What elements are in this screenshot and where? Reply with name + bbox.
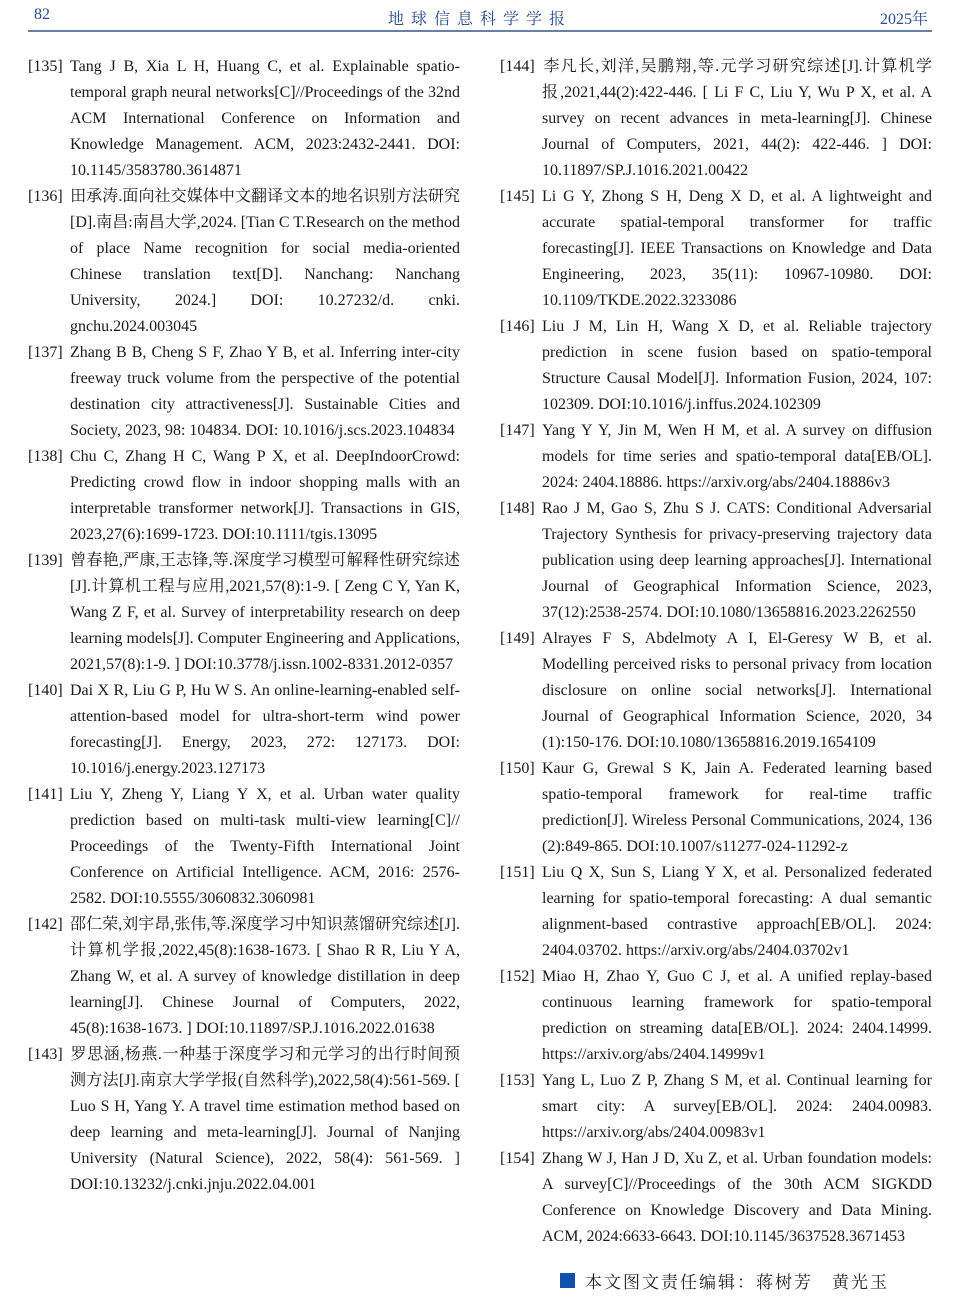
reference-text: 罗思涵,杨燕.一种基于深度学习和元学习的出行时间预测方法[J].南京大学学报(自然科学),2022,58(4):561-569. [ Luo S H, Yang Y. A travel time estimation method based on deep learning and meta-learning[J]. Journal of Nanjing University (Natural Science), 2022, 58(4): 561-569. ] DOI:10.13232/j.cnki.jnju.2022.04.001 bbox=[70, 1046, 460, 1193]
reference-text: 李凡长,刘洋,吴鹏翔,等.元学习研究综述[J].计算机学报,2021,44(2):422-446. [ Li F C, Liu Y, Wu P X, et al. A survey on recent advances in meta-learning[J]. Chinese Journal of Computers, 2021, 44(2): 422-446. ] DOI: 10.11897/SP.J.1016.2021.00422 bbox=[542, 58, 932, 179]
reference-label: [142] bbox=[28, 916, 63, 933]
reference-text: Liu J M, Lin H, Wang X D, et al. Reliable trajectory prediction in scene fusion based on spatio-temporal Structure Causal Model[J]. Information Fusion, 2024, 107: 102309. DOI:10.1016/j.inffus.2024.102309 bbox=[542, 318, 932, 413]
reference-item bbox=[500, 626, 932, 756]
reference-label: [138] bbox=[28, 448, 63, 465]
reference-text: Tang J B, Xia L H, Huang C, et al. Explainable spatio-temporal graph neural networks[C]//Proceedings of the 32nd ACM International Conference on Information and Knowledge Management. ACM, 2023:2432-2441. DOI: 10.1145/3583780.3614871 bbox=[70, 58, 460, 179]
reference-item bbox=[28, 678, 460, 782]
reference-label: [147] bbox=[500, 422, 535, 439]
reference-label: [152] bbox=[500, 968, 535, 985]
reference-label: [154] bbox=[500, 1150, 535, 1167]
reference-item bbox=[500, 314, 932, 418]
reference-label: [141] bbox=[28, 786, 63, 803]
editor-footer bbox=[560, 1268, 889, 1293]
references-right-column bbox=[500, 54, 932, 1250]
reference-text: Chu C, Zhang H C, Wang P X, et al. DeepIndoorCrowd: Predicting crowd flow in indoor shopping malls with an interpretable transformer network[J]. Transactions in GIS, 2023,27(6):1699-1723. DOI:10.1111/tgis.13095 bbox=[70, 448, 460, 543]
reference-item bbox=[500, 756, 932, 860]
reference-item bbox=[28, 1042, 460, 1198]
reference-text: Zhang W J, Han J D, Xu Z, et al. Urban foundation models: A survey[C]//Proceedings of the 30th ACM SIGKDD Conference on Knowledge Discovery and Data Mining. ACM, 2024:6633-6643. DOI:10.1145/3637528.3671453 bbox=[542, 1150, 932, 1245]
reference-item bbox=[500, 418, 932, 496]
reference-label: [153] bbox=[500, 1072, 535, 1089]
running-header bbox=[28, 4, 932, 30]
reference-label: [151] bbox=[500, 864, 535, 881]
reference-label: [135] bbox=[28, 58, 63, 75]
reference-text: Dai X R, Liu G P, Hu W S. An online-learning-enabled self-attention-based model for ultra-short-term wind power forecasting[J]. Energy, 2023, 272: 127173. DOI: 10.1016/j.energy.2023.127173 bbox=[70, 682, 460, 777]
reference-text: Miao H, Zhao Y, Guo C J, et al. A unified replay-based continuous learning framework for spatio-temporal prediction on streaming data[EB/OL]. 2024: 2404.14999. https://arxiv.org/abs/2404.14999v1 bbox=[542, 968, 932, 1063]
reference-item bbox=[500, 860, 932, 964]
square-marker-icon bbox=[560, 1273, 575, 1288]
reference-item bbox=[500, 496, 932, 626]
year: 2025年 bbox=[879, 11, 928, 28]
reference-text: Yang Y Y, Jin M, Wen H M, et al. A survey on diffusion models for time series and spatio-temporal data[EB/OL]. 2024: 2404.18886. https://arxiv.org/abs/2404.18886v3 bbox=[542, 422, 932, 491]
reference-label: [148] bbox=[500, 500, 535, 517]
reference-label: [146] bbox=[500, 318, 535, 335]
page-number: 82 bbox=[34, 6, 50, 23]
reference-text: Kaur G, Grewal S K, Jain A. Federated learning based spatio-temporal framework for real-time traffic prediction[J]. Wireless Personal Communications, 2024, 136 (2):849-865. DOI:10.1007/s11277-024-11292-z bbox=[542, 760, 932, 855]
reference-item bbox=[28, 444, 460, 548]
reference-item bbox=[28, 912, 460, 1042]
reference-item bbox=[500, 184, 932, 314]
header-rule bbox=[28, 30, 932, 32]
reference-item bbox=[28, 548, 460, 678]
reference-item bbox=[500, 1146, 932, 1250]
reference-label: [136] bbox=[28, 188, 63, 205]
reference-label: [143] bbox=[28, 1046, 63, 1063]
reference-label: [140] bbox=[28, 682, 63, 699]
reference-text: Liu Y, Zheng Y, Liang Y X, et al. Urban water quality prediction based on multi-task multi-view learning[C]// Proceedings of the Twenty-Fifth International Joint Conference on Artificial Intelligence. ACM, 2016: 2576-2582. DOI:10.5555/3060832.3060981 bbox=[70, 786, 460, 907]
reference-item bbox=[500, 964, 932, 1068]
reference-label: [137] bbox=[28, 344, 63, 361]
reference-item bbox=[28, 54, 460, 184]
editor-credit: 本文图文责任编辑：蒋树芳 黄光玉 bbox=[585, 1273, 889, 1293]
reference-item bbox=[28, 340, 460, 444]
reference-text: Li G Y, Zhong S H, Deng X D, et al. A lightweight and accurate spatial-temporal transformer for traffic forecasting[J]. IEEE Transactions on Knowledge and Data Engineering, 2023, 35(11): 10967-10980. DOI: 10.1109/TKDE.2022.3233086 bbox=[542, 188, 932, 309]
reference-item bbox=[28, 184, 460, 340]
reference-item bbox=[500, 54, 932, 184]
reference-text: Yang L, Luo Z P, Zhang S M, et al. Continual learning for smart city: A survey[EB/OL]. 2024: 2404.00983. https://arxiv.org/abs/2404.00983v1 bbox=[542, 1072, 932, 1141]
reference-text: 曾春艳,严康,王志锋,等.深度学习模型可解释性研究综述[J].计算机工程与应用,2021,57(8):1-9. [ Zeng C Y, Yan K, Wang Z F, et al. Survey of interpretability research on deep learning models[J]. Computer Engineering and Applications, 2021,57(8):1-9. ] DOI:10.3778/j.issn.1002-8331.2012-0357 bbox=[70, 552, 460, 673]
reference-label: [150] bbox=[500, 760, 535, 777]
reference-label: [139] bbox=[28, 552, 63, 569]
reference-label: [149] bbox=[500, 630, 535, 647]
reference-text: 邵仁荣,刘宇昂,张伟,等.深度学习中知识蒸馏研究综述[J].计算机学报,2022,45(8):1638-1673. [ Shao R R, Liu Y A, Zhang W, et al. A survey of knowledge distillation in deep learning[J]. Chinese Journal of Computers, 2022, 45(8):1638-1673. ] DOI:10.11897/SP.J.1016.2022.01638 bbox=[70, 916, 460, 1037]
journal-title: 地球信息科学学报 bbox=[387, 11, 572, 28]
reference-label: [145] bbox=[500, 188, 535, 205]
reference-item bbox=[28, 782, 460, 912]
reference-text: Zhang B B, Cheng S F, Zhao Y B, et al. Inferring inter-city freeway truck volume from the perspective of the potential destination city attractiveness[J]. Sustainable Cities and Society, 2023, 98: 104834. DOI: 10.1016/j.scs.2023.104834 bbox=[70, 344, 460, 439]
reference-text: 田承涛.面向社交媒体中文翻译文本的地名识别方法研究[D].南昌:南昌大学,2024. [Tian C T.Research on the method of place Name recognition for social media-oriented Chinese translation text[D]. Nanchang: Nanchang University, 2024.] DOI: 10.27232/d. cnki. gnchu.2024.003045 bbox=[70, 188, 460, 335]
reference-label: [144] bbox=[500, 58, 535, 75]
reference-item bbox=[500, 1068, 932, 1146]
reference-text: Liu Q X, Sun S, Liang Y X, et al. Personalized federated learning for spatio-temporal forecasting: A dual semantic alignment-based contrastive approach[EB/OL]. 2024: 2404.03702. https://arxiv.org/abs/2404.03702v1 bbox=[542, 864, 932, 959]
reference-text: Rao J M, Gao S, Zhu S J. CATS: Conditional Adversarial Trajectory Synthesis for privacy-preserving trajectory data publication using deep learning approaches[J]. International Journal of Geographical Information Science, 2023, 37(12):2538-2574. DOI:10.1080/13658816.2023.2262550 bbox=[542, 500, 932, 621]
reference-text: Alrayes F S, Abdelmoty A I, El-Geresy W B, et al. Modelling perceived risks to personal privacy from location disclosure on online social networks[J]. International Journal of Geographical Information Science, 2020, 34 (1):150-176. DOI:10.1080/13658816.2019.1654109 bbox=[542, 630, 932, 751]
references-left-column bbox=[28, 54, 460, 1198]
